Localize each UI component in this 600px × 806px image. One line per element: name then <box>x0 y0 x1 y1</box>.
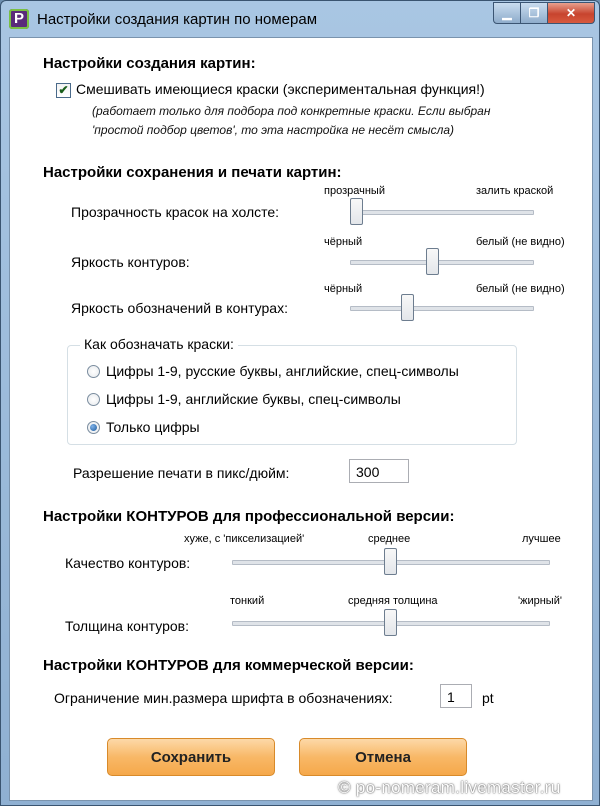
symbol-brightness-min-label: чёрный <box>324 283 363 295</box>
title-bar[interactable] <box>1 1 600 37</box>
resolution-label: Разрешение печати в пикс/дюйм: <box>73 465 290 481</box>
thickness-mid-label: средняя толщина <box>348 595 438 607</box>
app-icon: P <box>9 9 29 29</box>
dialog-content <box>9 37 593 801</box>
slider-track[interactable] <box>350 306 534 311</box>
symbol-brightness-label: Яркость обозначений в контурах: <box>71 300 288 316</box>
radio-option-2[interactable] <box>87 393 100 406</box>
radio-option-1-label[interactable]: Цифры 1-9, русские буквы, английские, спец-символы <box>106 363 459 379</box>
creation-settings-heading: Настройки создания картин: <box>43 55 256 72</box>
mix-paints-checkbox[interactable] <box>56 83 71 98</box>
quality-mid-label: среднее <box>368 533 411 545</box>
mix-paints-label[interactable]: Смешивать имеющиеся краски (экспериментальная функция!) <box>76 81 485 97</box>
pro-contours-heading: Настройки КОНТУРОВ для профессиональной версии: <box>43 508 455 525</box>
slider-thumb[interactable] <box>384 548 397 575</box>
quality-min-label: хуже, с 'пикселизацией' <box>184 533 305 545</box>
slider-thumb[interactable] <box>401 294 414 321</box>
contour-brightness-max-label: белый (не видно) <box>476 236 565 248</box>
cancel-button[interactable]: Отмена <box>299 738 467 776</box>
slider-track[interactable] <box>350 210 534 215</box>
minimize-button[interactable]: ▁ <box>493 2 521 24</box>
commercial-contours-heading: Настройки КОНТУРОВ для коммерческой версии: <box>43 657 414 674</box>
maximize-button[interactable]: ❐ <box>521 2 548 24</box>
transparency-max-label: залить краской <box>476 185 554 197</box>
slider-thumb[interactable] <box>350 198 363 225</box>
save-print-heading: Настройки сохранения и печати картин: <box>43 164 342 181</box>
transparency-min-label: прозрачный <box>324 185 385 197</box>
thickness-min-label: тонкий <box>230 595 265 607</box>
radio-option-1[interactable] <box>87 365 100 378</box>
radio-option-2-label[interactable]: Цифры 1-9, английские буквы, спец-символы <box>106 391 401 407</box>
symbol-brightness-max-label: белый (не видно) <box>476 283 565 295</box>
window-title: Настройки создания картин по номерам <box>37 11 318 28</box>
thickness-max-label: 'жирный' <box>518 595 562 607</box>
contour-brightness-label: Яркость контуров: <box>71 254 190 270</box>
thickness-label: Толщина контуров: <box>65 618 189 634</box>
watermark-text: © po-nomeram.livemaster.ru <box>338 778 561 797</box>
contour-brightness-min-label: чёрный <box>324 236 363 248</box>
slider-thumb[interactable] <box>384 609 397 636</box>
mix-paints-note-line1: (работает только для подбора под конкретные краски. Если выбран <box>92 104 491 118</box>
check-icon: ✔ <box>58 83 69 97</box>
save-button[interactable]: Сохранить <box>107 738 275 776</box>
quality-max-label: лучшее <box>522 533 561 545</box>
quality-label: Качество контуров: <box>65 555 191 571</box>
paint-marks-legend: Как обозначать краски: <box>80 336 238 352</box>
min-font-unit: pt <box>482 690 494 706</box>
close-button[interactable]: ✕ <box>548 2 595 24</box>
transparency-label: Прозрачность красок на холсте: <box>71 204 280 220</box>
radio-option-3-label[interactable]: Только цифры <box>106 419 200 435</box>
radio-option-3[interactable] <box>87 421 100 434</box>
resolution-input[interactable]: 300 <box>349 459 409 483</box>
min-font-input[interactable]: 1 <box>440 684 472 708</box>
mix-paints-note-line2: 'простой подбор цветов', то эта настройка не несёт смысла) <box>92 123 455 137</box>
slider-thumb[interactable] <box>426 248 439 275</box>
slider-track[interactable] <box>350 260 534 265</box>
min-font-label: Ограничение мин.размера шрифта в обозначениях: <box>54 690 393 706</box>
